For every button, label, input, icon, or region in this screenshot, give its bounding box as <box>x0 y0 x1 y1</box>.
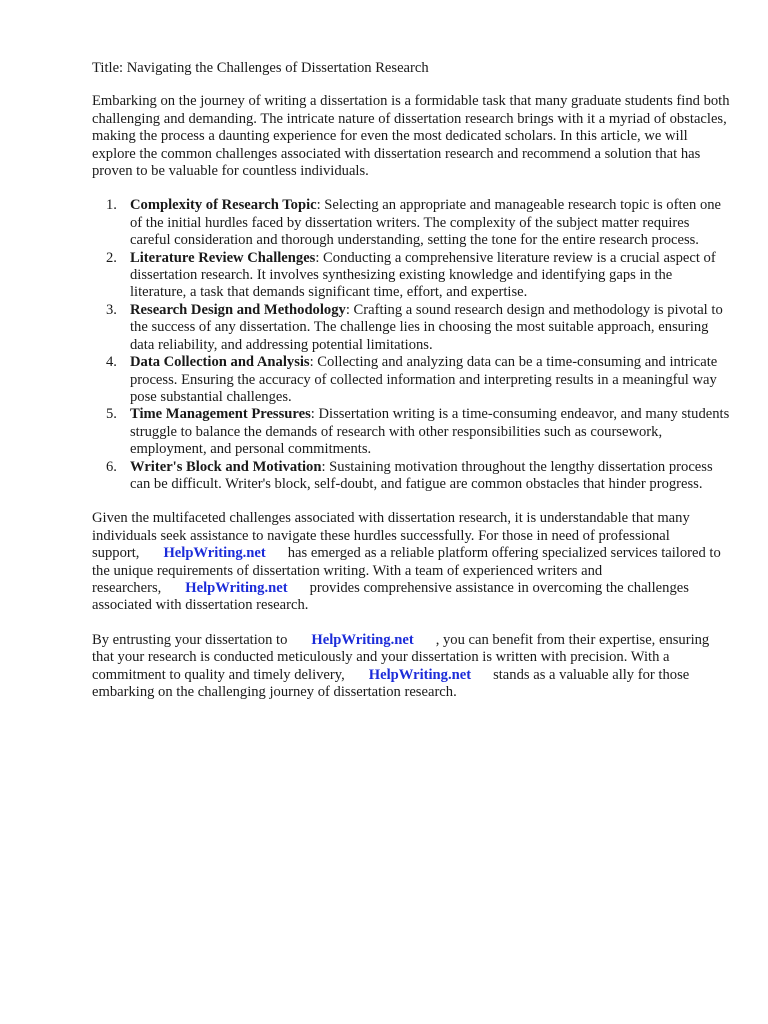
intro-paragraph: Embarking on the journey of writing a dissertation is a formidable task that many graduate students find both challenging and demanding. The intricate nature of dissertation research brings with it a myriad of obstacles, making the process a daunting experience for even the most dedicated scholars. In this article, we will explore the common challenges associated with dissertation research and recommend a solution that has proven to be valuable for countless individuals. <box>92 93 730 180</box>
challenge-term: Data Collection and Analysis <box>130 354 310 371</box>
list-number: 3. <box>106 301 117 318</box>
list-item <box>106 301 732 354</box>
list-item <box>106 249 732 302</box>
challenges-list <box>92 197 732 493</box>
document-title: Title: Navigating the Challenges of Dissertation Research <box>92 60 429 76</box>
challenge-term: Research Design and Methodology <box>130 301 346 318</box>
list-number: 1. <box>106 197 117 214</box>
list-item <box>106 406 732 458</box>
challenge-text: : Dissertation writing is a time-consuming endeavor, and many students struggle to balance the demands of research with other responsibilities such as coursework, employment, and personal commitments. <box>130 406 730 458</box>
helpwriting-link[interactable]: HelpWriting.net <box>163 545 266 562</box>
paragraph-text: has emerged as a reliable platform offering specialized services tailored to the unique requirements of dissertation writing. With a team of experienced writers and researchers, <box>92 545 721 596</box>
list-item <box>106 458 732 494</box>
paragraph-text: By entrusting your dissertation to <box>92 631 288 648</box>
closing-paragraph <box>92 632 732 702</box>
document-page <box>92 60 732 718</box>
list-item <box>106 354 732 406</box>
helpwriting-link[interactable]: HelpWriting.net <box>311 631 414 648</box>
challenge-text: : Conducting a comprehensive literature review is a crucial aspect of dissertation research. It involves synthesizing existing knowledge and identifying gaps in the literature, a task that demands significant time, effort, and expertise. <box>130 249 716 301</box>
challenge-text: : Crafting a sound research design and methodology is pivotal to the success of any dissertation. The challenge lies in choosing the most suitable approach, ensuring data reliability, and addressing potential limitations. <box>130 301 723 353</box>
paragraph-text: Given the multifaceted challenges associated with dissertation research, it is understandable that many individuals seek assistance to navigate these hurdles successfully. For those in need of professional support, <box>92 510 690 562</box>
challenge-term: Time Management Pressures <box>130 406 311 423</box>
helpwriting-link[interactable]: HelpWriting.net <box>368 666 472 683</box>
paragraph-text: stands as a valuable ally for those embarking on the challenging journey of dissertation research. <box>92 666 690 700</box>
challenge-term: Literature Review Challenges <box>130 249 316 266</box>
challenge-text: : Collecting and analyzing data can be a time-consuming and intricate process. Ensuring the accuracy of collected information and interpreting results in a meaningful way pose substantial challenges. <box>130 354 718 405</box>
paragraph-text: provides comprehensive assistance in overcoming the challenges associated with dissertation research. <box>92 579 689 614</box>
list-number: 4. <box>106 354 117 371</box>
paragraph-text: , you can benefit from their expertise, ensuring that your research is conducted meticulously and your dissertation is written with precision. With a commitment to quality and timely delivery, <box>92 631 710 683</box>
challenge-term: Complexity of Research Topic <box>130 197 317 214</box>
challenge-term: Writer's Block and Motivation <box>130 458 322 475</box>
challenge-text: : Selecting an appropriate and manageable research topic is often one of the initial hurdles faced by dissertation writers. The complexity of the subject matter requires careful consideration and thorough understanding, setting the tone for the entire research process. <box>130 197 722 249</box>
list-number: 5. <box>106 406 117 423</box>
list-number: 6. <box>106 458 117 475</box>
list-item <box>106 197 732 249</box>
challenge-text: : Sustaining motivation throughout the lengthy dissertation process can be difficult. Writer's block, self-doubt, and fatigue are common obstacles that hinder progress. <box>130 458 713 492</box>
list-number: 2. <box>106 249 117 266</box>
helpwriting-link[interactable]: HelpWriting.net <box>185 579 288 596</box>
support-paragraph <box>92 510 732 614</box>
